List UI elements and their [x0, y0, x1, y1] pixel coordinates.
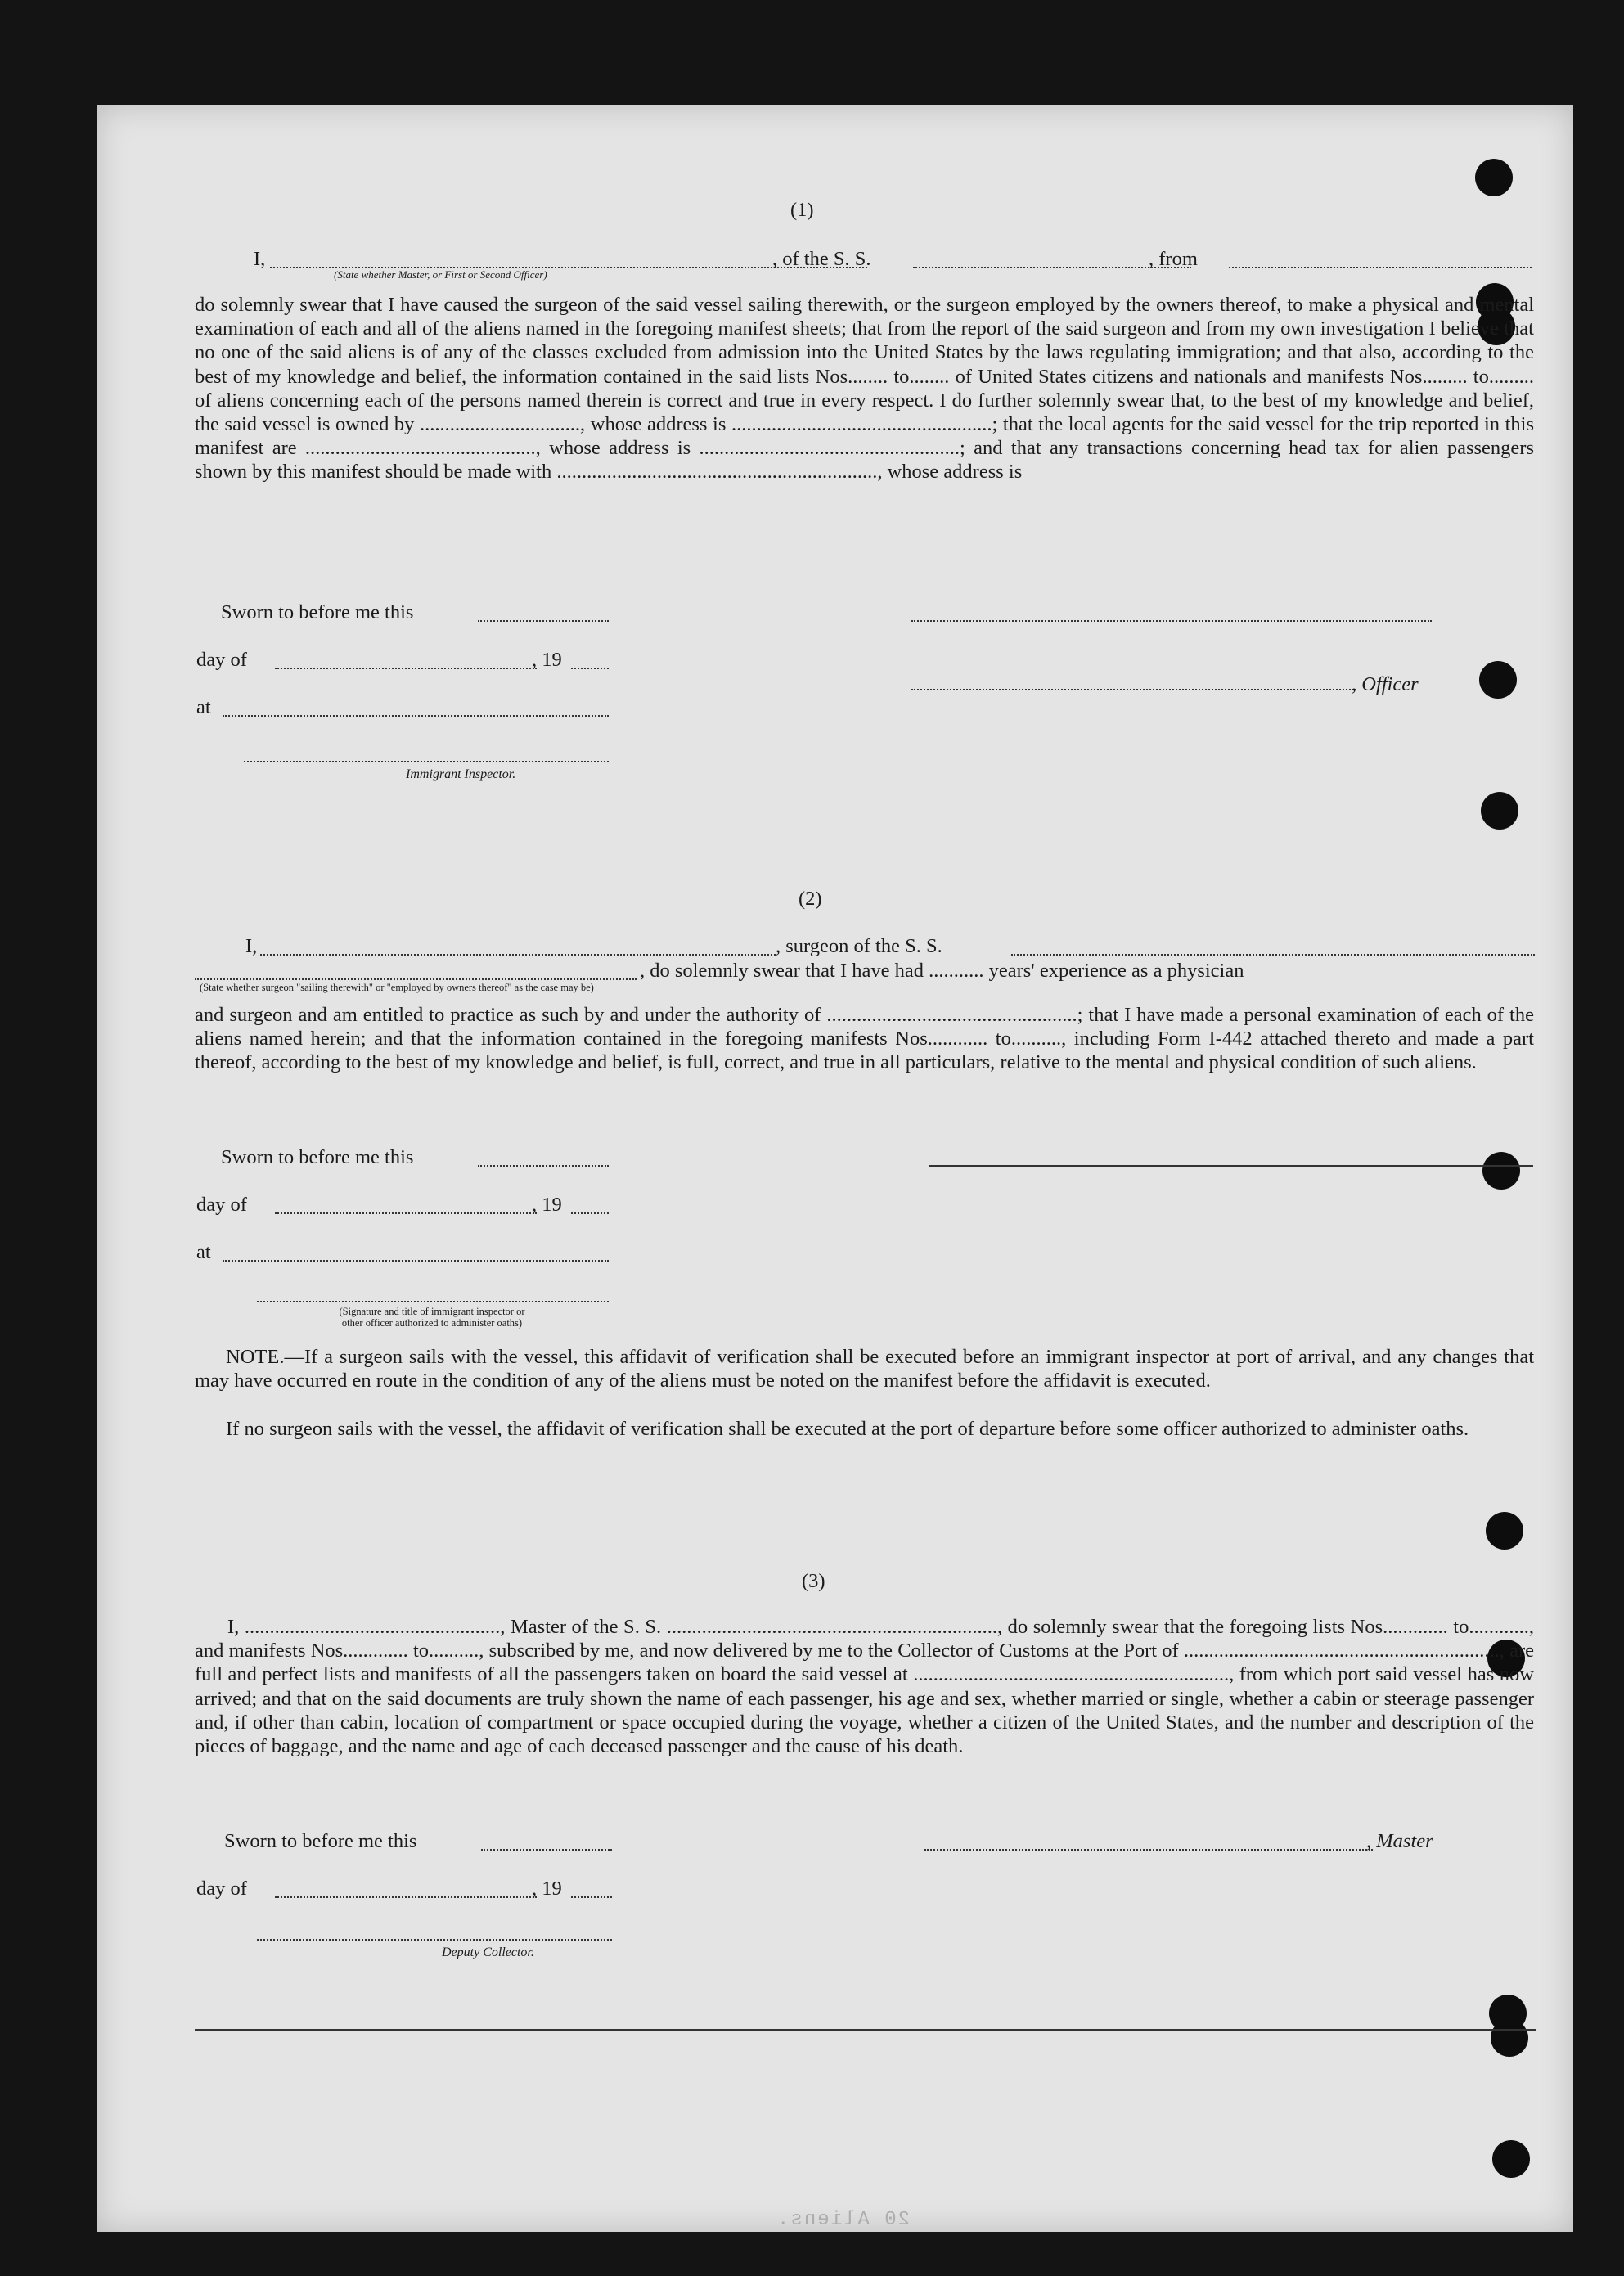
officer-caption: (State whether Master, or First or Second Officer)	[334, 268, 547, 281]
immigrant-inspector-caption: Immigrant Inspector.	[406, 767, 516, 781]
surgeon-i-label: I,	[245, 935, 258, 957]
section-2-oath: and surgeon and am entitled to practice as such by and under the authority of ..................................................; that I have made a personal examination of each of the aliens named herein; and that the information contained in the foregoing manifests Nos............ to.........., including Form I-442 attached thereto and made a part thereof, according to the best of my knowledge and belief, is full, correct, and true in all particulars, relative to the mental and physical condition of such aliens.	[195, 1004, 1534, 1074]
sworn-label-1: Sworn to before me this	[221, 601, 414, 623]
punch-hole	[1481, 792, 1518, 830]
surgeon-name-field[interactable]	[260, 954, 776, 956]
at-field-2[interactable]	[223, 1260, 609, 1262]
officer-i-label: I,	[254, 248, 266, 270]
surgeon-vessel-field[interactable]	[1011, 954, 1535, 956]
punch-hole	[1492, 2140, 1530, 2178]
from-port-field[interactable]	[1229, 267, 1532, 268]
document-sheet	[97, 105, 1573, 2232]
at-label-1: at	[196, 696, 211, 718]
year-field-1[interactable]	[571, 668, 609, 669]
officer-signature-line-1[interactable]	[911, 620, 1432, 622]
day-of-label-1: day of	[196, 649, 247, 671]
master-signature-line[interactable]	[924, 1849, 1373, 1851]
section-2-number: (2)	[799, 888, 822, 910]
surgeon-line-2: , do solemnly swear that I have had ........... years' experience as a physician	[640, 960, 1244, 982]
surgeon-signature-line[interactable]	[929, 1165, 1533, 1167]
of-ss-label: , of the S. S.	[772, 248, 871, 270]
section-3-oath: I, ..................................................., Master of the S. S. .................................................................., do solemnly swear that the foregoing lists Nos............. to............, and manifests Nos............. to.........., subscribed by me, and now delivered by me to the Collector of Customs at the Port of ..............................................................., are full and perfect lists and manifests of all the passengers taken on board the said vessel at ..............................................................., from which port said vessel has now arrived; and that on the said documents are truly shown the name of each passenger, his age and sex, whether married or single, whether a cabin or steerage passenger and, if other than cabin, location of compartment or space occupied during the voyage, whether a citizen of the United States, and the number and description of the pieces of baggage, and the name and age of each deceased passenger and the cause of his death.	[195, 1616, 1534, 1758]
deputy-collector-caption: Deputy Collector.	[442, 1945, 534, 1959]
punch-hole	[1491, 2019, 1528, 2057]
bleed-through-text: 20 Aliens.	[776, 2209, 911, 2231]
sworn-date-field-2[interactable]	[478, 1165, 609, 1167]
punch-hole	[1486, 1512, 1523, 1550]
punch-hole	[1475, 159, 1513, 196]
signature-caption-line-1: (Signature and title of immigrant inspector or	[339, 1306, 525, 1317]
year-label-2: , 19	[532, 1194, 562, 1216]
day-of-field-2[interactable]	[275, 1212, 537, 1214]
from-label: , from	[1149, 248, 1198, 270]
section-3-number: (3)	[802, 1570, 825, 1592]
year-label-3: , 19	[532, 1878, 562, 1900]
surgeon-capacity-field[interactable]	[195, 978, 637, 980]
day-of-field-1[interactable]	[275, 668, 537, 669]
day-of-label-3: day of	[196, 1878, 247, 1900]
officer-signature-line-2[interactable]	[911, 689, 1356, 690]
at-field-1[interactable]	[223, 715, 609, 717]
closing-rule	[195, 2029, 1536, 2031]
at-label-2: at	[196, 1241, 211, 1263]
section-1-number: (1)	[790, 199, 814, 221]
surgeon-of-label: , surgeon of the S. S.	[776, 935, 942, 957]
year-field-2[interactable]	[571, 1212, 609, 1214]
sworn-date-field-1[interactable]	[478, 620, 609, 622]
day-of-field-3[interactable]	[275, 1896, 537, 1898]
note-paragraph-2: If no surgeon sails with the vessel, the affidavit of verification shall be executed at the port of departure before some officer authorized to administer oaths.	[226, 1418, 1469, 1440]
sworn-date-field-3[interactable]	[481, 1849, 612, 1851]
year-field-3[interactable]	[571, 1896, 612, 1898]
year-label-1: , 19	[532, 649, 562, 671]
signature-caption-line-2: other officer authorized to administer oaths)	[341, 1317, 523, 1329]
deputy-collector-signature-line[interactable]	[257, 1939, 612, 1941]
surgeon-caption: (State whether surgeon "sailing therewith" or "employed by owners thereof" as the case may be)	[200, 982, 594, 993]
note-paragraph-1: NOTE.—If a surgeon sails with the vessel, this affidavit of verification shall be executed before an immigrant inspector at port of arrival, and any changes that may have occurred en route in the condition of any of the aliens must be noted on the manifest before the affidavit is executed.	[195, 1346, 1534, 1392]
section-1-oath: do solemnly swear that I have caused the surgeon of the said vessel sailing therewith, or the surgeon employed by the owners thereof, to make a physical and mental examination of each and all of the aliens named in the foregoing manifest sheets; that from the report of the said surgeon and from my own investigation I believe that no one of the said aliens is of any of the classes excluded from admission into the United States by the laws regulating immigration; and that also, according to the best of my knowledge and belief, the information contained in the said lists Nos........ to........ of United States citizens and nationals and manifests Nos......... to......... of aliens concerning each of the persons named therein is correct and true in every respect. I do further solemnly swear that, to the best of my knowledge and belief, the said vessel is owned by ................................, whose address is ....................................................; that the local agents for the said vessel for the trip reported in this manifest are .............................................., whose address is ....................................................; and that any transactions concerning head tax for alien passengers shown by this manifest should be made with ................................................................, whose address is	[195, 294, 1534, 484]
sworn-label-3: Sworn to before me this	[224, 1830, 417, 1852]
punch-hole	[1479, 661, 1517, 699]
sworn-label-2: Sworn to before me this	[221, 1146, 414, 1168]
day-of-label-2: day of	[196, 1194, 247, 1216]
punch-hole	[1482, 1152, 1520, 1190]
inspector-signature-field-2[interactable]	[257, 1301, 609, 1302]
master-label: , Master	[1366, 1830, 1433, 1852]
officer-label: , Officer	[1352, 673, 1419, 695]
inspector-signature-field-1[interactable]	[244, 761, 609, 762]
